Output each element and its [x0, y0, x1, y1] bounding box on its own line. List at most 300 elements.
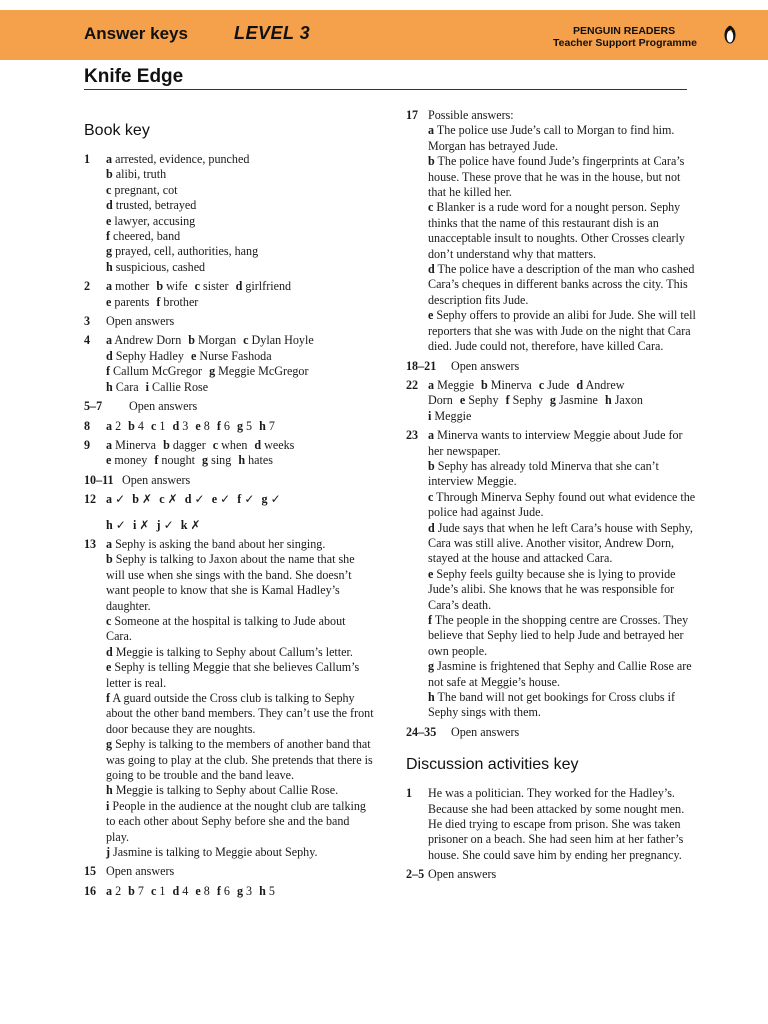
answer-item	[106, 380, 139, 394]
answer-paragraph	[428, 154, 696, 200]
answer-paragraph	[106, 645, 374, 660]
answer-text: ✓	[241, 492, 255, 507]
answer-text: Minerva wants to interview Meggie about Jude for her newspaper.	[428, 428, 683, 458]
answer-item	[106, 438, 156, 452]
answer-letter: e	[106, 660, 112, 675]
answer-text: 4	[134, 418, 144, 433]
answer-letter: c	[151, 883, 157, 898]
answer-paragraph	[106, 244, 374, 259]
answer-letter: h	[106, 783, 113, 798]
answer-item	[202, 453, 231, 467]
answer-text: Meggie	[434, 377, 475, 392]
answer-item	[154, 453, 195, 467]
answer-line	[106, 438, 374, 453]
answer-text: ✓	[112, 492, 126, 507]
answer-text: Sephy offers to provide an alibi for Jude. She will tell reporters that she was with Jude on the night that Cara died. Jude could not, therefore, have killed Cara.	[428, 308, 696, 354]
answer-paragraph	[428, 659, 696, 690]
answer-letter: h	[259, 418, 266, 433]
answer-letter: a	[106, 883, 113, 898]
answer-text: ✓	[160, 517, 174, 532]
answer-text: arrested, evidence, punched	[112, 152, 250, 166]
discussion-2-5: 2–5 Open answers	[406, 867, 497, 882]
answer-item	[151, 884, 165, 898]
answer-text: girlfriend	[242, 279, 292, 294]
answer-item	[128, 419, 144, 433]
answer-item	[106, 419, 121, 433]
answer-letter: j	[106, 845, 111, 860]
answer-paragraph	[106, 783, 374, 798]
answer-item	[243, 333, 314, 347]
answer-text: The police use Jude’s call to Morgan to find him. Morgan has betrayed Jude.	[428, 123, 675, 153]
answer-letter: b	[188, 333, 196, 348]
answer-letter: b	[156, 279, 164, 294]
answer-line	[106, 419, 374, 434]
answer-text: weeks	[261, 437, 295, 452]
answer-item	[181, 518, 201, 532]
answer-text: 2	[112, 418, 122, 433]
answer-letter: f	[237, 492, 242, 507]
question-18-21: 18–21 Open answers	[406, 358, 520, 373]
answer-item	[213, 438, 248, 452]
answer-letter: b	[106, 167, 113, 182]
answer-letter: h	[106, 379, 113, 394]
publisher-block	[553, 25, 697, 49]
answer-item	[128, 884, 144, 898]
answer-paragraph	[106, 614, 374, 645]
answer-line	[106, 333, 374, 348]
answer-paragraph	[106, 229, 374, 244]
answer-paragraph	[106, 260, 374, 275]
answer-text: 3	[243, 883, 253, 898]
answer-text: 3	[179, 418, 189, 433]
answer-text: Sephy	[509, 393, 543, 408]
answer-paragraph	[428, 567, 696, 613]
answer-item	[106, 492, 125, 506]
answer-line	[106, 364, 374, 379]
answer-text: Sephy is talking to Jaxon about the name that she will use when she sings with the band. She doesn’t want people to know that she is Kamal Hadley’s daughter.	[106, 552, 355, 613]
right-column	[406, 108, 696, 887]
book-key-heading: Book key	[84, 122, 150, 139]
answer-letter: h	[106, 259, 113, 274]
answer-letter: g	[428, 659, 435, 674]
answer-letter: c	[106, 613, 112, 628]
answer-text: A guard outside the Cross club is talking to Sephy about the other band members. They can’t use the front door because they are noughts.	[106, 691, 374, 736]
answer-line	[106, 349, 374, 364]
question-23-answers	[428, 428, 696, 721]
answer-item	[209, 364, 308, 378]
answer-item	[106, 453, 147, 467]
answer-letter: e	[106, 453, 112, 468]
answer-paragraph	[428, 428, 696, 459]
answer-text: 1	[156, 883, 166, 898]
answer-letter: a	[106, 418, 113, 433]
answer-text: Morgan	[195, 333, 237, 348]
answer-text: 7	[265, 418, 275, 433]
question-10-11: 10–11 Open answers	[84, 472, 191, 487]
answer-text: Sephy is asking the band about her singing.	[112, 536, 326, 551]
question-1-answers	[106, 152, 374, 275]
answer-text: 8	[200, 883, 210, 898]
answer-item	[172, 884, 188, 898]
answer-letter: d	[106, 644, 113, 659]
answer-item	[106, 333, 181, 347]
answer-text: Through Minerva Sephy found out what evidence the police had against Jude.	[428, 489, 696, 520]
answer-letter: a	[428, 123, 435, 138]
answer-text: Jasmine	[555, 393, 598, 408]
answer-text: The police have a description of the man who cashed Cara’s cheques in different banks across the city. This description fits Jude.	[428, 262, 695, 307]
answer-letter: c	[428, 489, 434, 504]
answer-letter: i	[132, 517, 137, 532]
title-divider	[84, 89, 687, 90]
answer-line	[106, 380, 374, 395]
answer-text: Sephy is telling Meggie that she believes Callum’s letter is real.	[106, 660, 360, 690]
answer-item	[539, 378, 570, 392]
answer-letter: e	[106, 213, 112, 228]
question-1: 1 a arrested, evidence, punched b alibi, truth c pregnant, cot d trusted, betrayed e lawyer, accusing f cheered, band g prayed, cell, authorities, hang h suspicious, cashed	[84, 152, 374, 275]
answer-text: ✓	[267, 492, 281, 507]
answer-text: ✓	[191, 492, 205, 507]
answer-letter: e	[459, 393, 466, 408]
answer-item	[185, 492, 205, 506]
answer-letter: g	[209, 364, 216, 379]
penguin-logo-icon	[724, 24, 736, 44]
question-22: 22 a Meggie b Minerva c Jude d Andrew Dorn e Sephy f Sephy g Jasmine h Jaxon i Meggie	[406, 378, 696, 424]
answer-line	[106, 279, 374, 294]
answer-text: hates	[245, 453, 273, 468]
answer-text: Jasmine is talking to Meggie about Sephy.	[110, 845, 318, 860]
answer-letter: b	[481, 377, 488, 392]
answer-item	[146, 380, 209, 394]
answer-text: alibi, truth	[112, 167, 167, 182]
answer-text: cheered, band	[110, 229, 181, 244]
answer-item	[106, 518, 126, 532]
question-17: 17 Possible answers: a The police use Jude’s call to Morgan to find him. Morgan has betrayed Jude. b The police have found Jude’s fingerprints at Cara’s house. These prove that he was in the house, but not that he killed her. c Blanker is a rude word for a nought person. Sephy thinks that the name of this restaurant dish is an unacceptable insult to noughts. Other Crosses clearly don’t understand why that matters. d The police have a description of the man who cashed Cara’s cheques in different banks across the city. This description fits Jude. e Sephy offers to provide an alibi for Jude. She will tell reporters that she was with Jude on the night that Cara died. Jude could not, therefore, have killed Cara.	[406, 108, 696, 354]
answer-text: 4	[179, 883, 189, 898]
answer-item	[460, 393, 499, 407]
answer-letter: b	[106, 552, 113, 567]
answer-text: Jude says that when he left Cara’s house with Sephy, Cara was still alive. Another visitor, Andrew Dorn, stayed at the house and attacked Cara.	[428, 520, 693, 566]
answer-letter: e	[190, 348, 197, 363]
answer-text: lawyer, accusing	[111, 213, 196, 228]
question-8: 8 a 2 b 4 c 1 d 3 e 8 f 6 g 5 h 7	[84, 419, 374, 434]
answer-letter: d	[254, 437, 262, 452]
answer-paragraph	[106, 198, 374, 213]
answer-text: Callum McGregor	[110, 364, 203, 379]
question-5-7: 5–7 Open answers	[84, 399, 198, 414]
answer-text: Nurse Fashoda	[196, 348, 272, 363]
answer-letter: e	[211, 492, 218, 507]
answer-paragraph	[428, 521, 696, 567]
answer-letter: e	[428, 308, 434, 323]
answer-item	[212, 492, 231, 506]
answer-item	[236, 279, 291, 293]
answer-letter: a	[428, 377, 435, 392]
answer-text: Minerva	[487, 377, 532, 392]
answer-text: Cara	[112, 379, 139, 394]
answer-text: suspicious, cashed	[112, 259, 206, 274]
answer-text: ✗	[138, 492, 153, 507]
answer-item	[238, 453, 273, 467]
answer-letter: b	[132, 492, 139, 507]
answer-paragraph	[106, 799, 374, 845]
brand-line1: PENGUIN READERS	[573, 25, 676, 37]
answer-item	[106, 884, 121, 898]
answer-letter: a	[106, 437, 113, 452]
answer-letter: f	[106, 229, 111, 244]
answer-letter: a	[428, 428, 435, 443]
answer-item	[195, 884, 209, 898]
answer-item	[156, 295, 198, 309]
answer-letter: b	[128, 883, 135, 898]
answer-item	[133, 518, 150, 532]
answer-letter: j	[156, 517, 161, 532]
answer-line	[106, 492, 374, 507]
answer-letter: f	[106, 691, 111, 705]
answer-letter: b	[163, 437, 170, 452]
answer-letter: c	[106, 182, 112, 197]
answer-letter: h	[238, 453, 246, 468]
answer-letter: c	[194, 279, 201, 294]
answer-item	[237, 884, 252, 898]
answer-letter: a	[106, 333, 113, 348]
answer-paragraph	[106, 845, 374, 860]
answer-keys-label: Answer keys	[84, 24, 188, 43]
answer-letter: a	[106, 492, 113, 507]
answer-letter: i	[106, 798, 110, 813]
answer-letter: c	[243, 333, 249, 348]
answer-paragraph	[106, 737, 374, 783]
answer-letter: i	[428, 408, 432, 423]
answer-text: 5	[265, 883, 275, 898]
answer-text: Meggie McGregor	[215, 364, 309, 379]
header-banner	[0, 10, 768, 60]
question-16: 16 a 2 b 7 c 1 d 4 e 8 f 6 g 3 h 5	[84, 884, 374, 899]
answer-item	[151, 419, 165, 433]
question-3: 3 Open answers	[84, 314, 175, 329]
answer-item	[106, 295, 149, 309]
answer-letter: f	[106, 364, 111, 379]
answer-letter: c	[212, 437, 219, 452]
answer-letter: h	[106, 517, 113, 532]
answer-letter: e	[195, 883, 201, 898]
answer-text: Meggie	[431, 408, 472, 423]
answer-letter: d	[428, 520, 435, 535]
answer-item	[172, 419, 188, 433]
answer-text: Callie Rose	[149, 379, 209, 394]
answer-paragraph	[106, 214, 374, 229]
answer-text: when	[218, 437, 248, 452]
question-15: 15 Open answers	[84, 864, 175, 879]
answer-line	[106, 295, 374, 310]
answer-text: dagger	[169, 437, 206, 452]
question-4: 4 a Andrew Dorn b Morgan c Dylan Hoyle d Sephy Hadley e Nurse Fashoda f Callum McGregor g Meggie McGregor h Cara i Callie Rose	[84, 333, 374, 395]
answer-item	[237, 492, 254, 506]
answer-letter: f	[216, 883, 221, 898]
answer-text: 8	[200, 418, 210, 433]
question-24-35: 24–35 Open answers	[406, 724, 520, 739]
answer-text: Minerva	[112, 437, 157, 452]
answer-text: sister	[200, 279, 229, 294]
answer-item	[428, 378, 474, 392]
answer-text: 6	[220, 418, 230, 433]
discussion-key-heading: Discussion activities key	[406, 756, 579, 774]
answer-paragraph	[106, 167, 374, 182]
answer-letter: a	[106, 536, 113, 551]
answer-letter: g	[236, 883, 243, 898]
answer-text: 1	[156, 418, 166, 433]
question-12: 12 a ✓ b ✗ c ✗ d ✓ e ✓ f ✓ g ✓ h ✓ i ✗ j ✓ k ✗	[84, 492, 374, 533]
answer-item	[106, 364, 202, 378]
answer-item	[132, 492, 152, 506]
answer-paragraph	[428, 200, 696, 262]
answer-text: Sephy is talking to the members of another band that was going to play at the club. She pretends that there is going to be trouble and the band leave.	[106, 737, 373, 783]
answer-text: prayed, cell, authorities, hang	[112, 244, 259, 259]
answer-item	[481, 378, 532, 392]
answer-letter: f	[428, 613, 433, 627]
answer-item	[195, 419, 209, 433]
answer-text: ✗	[187, 517, 201, 532]
question-17-answers	[428, 123, 696, 354]
answer-text: Dylan Hoyle	[248, 333, 314, 348]
answer-text: pregnant, cot	[111, 182, 178, 197]
answer-item	[106, 349, 184, 363]
answer-item	[191, 349, 272, 363]
answer-item	[550, 393, 598, 407]
answer-line: Dorn e Sephy f Sephy g Jasmine h Jaxon	[428, 393, 643, 408]
answer-item	[428, 409, 471, 423]
answer-text: 7	[134, 883, 144, 898]
question-2: 2 a mother b wife c sister d girlfriend e parents f brother	[84, 279, 374, 310]
answer-line	[106, 453, 374, 468]
answer-item	[237, 419, 252, 433]
answer-text: Meggie is talking to Sephy about Callie Rose.	[112, 783, 339, 798]
answer-text: The band will not get bookings for Cross clubs if Sephy sings with them.	[428, 690, 676, 720]
answer-line	[428, 378, 696, 393]
answer-letter: f	[505, 393, 510, 408]
answer-text: 6	[220, 883, 230, 898]
answer-item	[106, 279, 149, 293]
left-column	[84, 120, 374, 903]
answer-paragraph	[106, 537, 374, 552]
answer-paragraph	[428, 459, 696, 490]
answer-item	[157, 518, 174, 532]
level-label: LEVEL 3	[234, 23, 311, 43]
answer-item	[254, 438, 294, 452]
answer-letter: f	[154, 453, 159, 468]
answer-letter: g	[549, 393, 556, 408]
answer-letter: e	[195, 418, 201, 433]
answer-letter: d	[106, 348, 113, 363]
answer-letter: c	[538, 377, 545, 392]
answer-letter: f	[216, 418, 221, 433]
answer-text: ✓	[112, 517, 126, 532]
answer-text: Sephy Hadley	[112, 348, 184, 363]
answer-text: Andrew	[583, 377, 625, 392]
answer-letter: e	[428, 566, 434, 581]
answer-letter: c	[151, 418, 157, 433]
answer-letter: a	[106, 279, 113, 294]
question-13: 13 a Sephy is asking the band about her singing. b Sephy is talking to Jaxon about the name that she will use when she sings with the band. She doesn’t want people to know that she is Kamal Hadley’s daughter. c Someone at the hospital is talking to Jude about Cara. d Meggie is talking to Sephy about Callum’s letter. e Sephy is telling Meggie that she believes Callum’s letter is real. f A guard outside the Cross club is talking to Sephy about the other band members. They can’t use the front door because they are noughts. g Sephy is talking to the members of another band that was going to play at the club. She pretends that there is going to be trouble and the band leave. h Meggie is talking to Sephy about Callie Rose. i People in the audience at the nought club are talking to each other about Sephy before she and the band play. j Jasmine is talking to Meggie about Sephy.	[84, 536, 374, 860]
answer-item	[217, 884, 230, 898]
answer-letter: h	[604, 393, 612, 408]
answer-text: Sephy has already told Minerva that she can’t interview Meggie.	[428, 458, 659, 489]
answer-text: ✓	[217, 492, 231, 507]
answer-letter: c	[428, 200, 434, 215]
answer-text: ✗	[164, 492, 178, 507]
answer-text: trusted, betrayed	[112, 198, 197, 213]
answer-letter: d	[106, 198, 113, 213]
answer-text: Sephy feels guilty because she is lying to provide Jude’s alibi. She knows that he was responsible for Cara’s death.	[428, 566, 676, 612]
answer-letter: b	[428, 154, 435, 169]
question-9: 9 a Minerva b dagger c when d weeks e money f nought g sing h hates	[84, 438, 374, 469]
answer-letter: d	[184, 492, 192, 507]
answer-letter: h	[259, 883, 266, 898]
answer-text: Jasmine is frightened that Sephy and Callie Rose are not safe at Meggie’s house.	[428, 659, 692, 689]
answer-text: parents	[111, 294, 150, 309]
answer-text: People in the audience at the nought club are talking to each other about Sephy before she and the band play.	[106, 798, 366, 844]
answer-paragraph	[106, 183, 374, 198]
answer-paragraph	[106, 552, 374, 614]
answer-paragraph	[428, 613, 696, 659]
answer-line	[106, 884, 374, 899]
answer-letter: e	[106, 294, 112, 309]
answer-text: sing	[208, 453, 232, 468]
answer-text: brother	[160, 294, 199, 309]
answer-text: Meggie is talking to Sephy about Callum’s letter.	[112, 644, 353, 659]
answer-item	[259, 419, 275, 433]
answer-text: Jaxon	[611, 393, 643, 408]
answer-paragraph	[106, 691, 374, 737]
answer-paragraph	[428, 490, 696, 521]
answer-item	[156, 279, 187, 293]
answer-text: 2	[112, 883, 122, 898]
question-23: 23 a Minerva wants to interview Meggie about Jude for her newspaper. b Sephy has already told Minerva that she can’t interview Meggie. c Through Minerva Sephy found out what evidence the police had against Jude. d Jude says that when he left Cara’s house with Sephy, Cara was still alive. Another visitor, Andrew Dorn, stayed at the house and attacked Cara. e Sephy feels guilty because she is lying to provide Jude’s alibi. She knows that he was responsible for Cara’s death. f The people in the shopping centre are Crosses. They believe that Sephy lied to help Jude and betrayed her own people. g Jasmine is frightened that Sephy and Callie Rose are not safe at Meggie’s house. h The band will not get bookings for Cross clubs if Sephy sings with them.	[406, 428, 696, 720]
answer-item	[605, 393, 643, 407]
answer-letter: d	[235, 279, 243, 294]
answer-text: money	[111, 453, 148, 468]
answer-text: Andrew Dorn	[112, 333, 182, 348]
answer-text: Jude	[544, 377, 570, 392]
answer-item	[576, 378, 624, 392]
page-title: Knife Edge	[84, 66, 184, 87]
answer-item	[163, 438, 206, 452]
answer-paragraph	[428, 690, 696, 721]
answer-letter: d	[576, 377, 584, 392]
answer-item	[217, 419, 230, 433]
answer-item	[159, 492, 178, 506]
answer-line	[428, 409, 696, 424]
answer-text: wife	[163, 279, 188, 294]
answer-item	[506, 393, 543, 407]
answer-item	[188, 333, 236, 347]
answer-text: The police have found Jude’s fingerprints at Cara’s house. These prove that he was in the house, but not that he killed her.	[428, 154, 685, 200]
answer-paragraph	[106, 152, 374, 167]
answer-letter: a	[106, 152, 113, 166]
answer-letter: d	[428, 262, 435, 277]
answer-letter: f	[156, 294, 161, 309]
answer-text: The people in the shopping centre are Crosses. They believe that Sephy lied to help Jude and betrayed her own people.	[428, 613, 689, 658]
answer-text: nought	[158, 453, 196, 468]
answer-line	[106, 518, 374, 533]
answer-letter: g	[236, 418, 243, 433]
answer-item	[195, 279, 229, 293]
answer-letter: k	[180, 517, 188, 532]
answer-text: Blanker is a rude word for a nought person. Sephy thinks that the name of this restaurant dish is an unacceptable insult to noughts. Other Crosses clearly don’t understand why that matters.	[428, 200, 685, 261]
answer-letter: c	[159, 492, 165, 507]
answer-text: 5	[243, 418, 253, 433]
answer-letter: g	[106, 244, 113, 259]
answer-paragraph	[428, 262, 696, 308]
